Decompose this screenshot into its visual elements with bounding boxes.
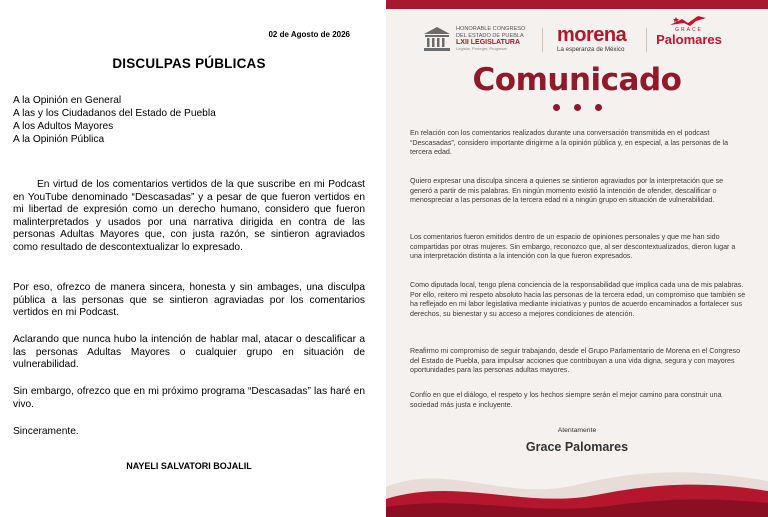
palomares-text: Palomares bbox=[656, 32, 722, 47]
morena-logo bbox=[557, 25, 626, 53]
comunicado-paragraph: Como diputada local, tengo plena conciencia de la responsabilidad que implica cada una de mis palabras. Por ello, reitero mi respeto absoluto hacia las personas de la tercera edad, un compromiso que también se ha reflejado en mi labor legislativa mediante iniciativas y puntos de acuerdo encaminados a fortalecer sus derechos, su bienestar y su acceso a mejores condiciones de atención. bbox=[410, 281, 746, 318]
letter-addressees bbox=[13, 94, 216, 146]
logo-divider bbox=[646, 28, 647, 52]
morena-wordmark: morena bbox=[557, 24, 627, 46]
comunicado-paragraph: Reafirmo mi compromiso de seguir trabajando, desde el Grupo Parlamentario de Morena en el Congreso del Estado de Puebla, para impulsar acciones que contribuyan a una vida digna, segura y con mayores oportunidades para las personas adultas mayores. bbox=[410, 347, 741, 375]
letter-date: 02 de Agosto de 2026 bbox=[268, 30, 350, 39]
letter-signature: NAYELI SALVATORI BOJALIL bbox=[126, 461, 252, 471]
comunicado-paragraph: Los comentarios fueron emitidos dentro de un espacio de opiniones personales y que me han sido compartidas por otras mujeres. Sin embargo, reconozco que, al ser descontextualizados, dieron lugar a una interpretación distinta a la intención con la que fueron expresados. bbox=[410, 233, 736, 261]
apology-letter bbox=[0, 0, 378, 517]
comunicado-document bbox=[386, 0, 768, 517]
addressee: A las y los Ciudadanos del Estado de Puebla bbox=[13, 108, 216, 119]
congreso-motto: Legislar, Proteger, Progresar bbox=[456, 46, 507, 52]
addressee: A los Adultos Mayores bbox=[13, 121, 114, 132]
letter-paragraph: Sin embargo, ofrezco que en mi próximo programa “Descasadas” las haré en vivo. bbox=[13, 386, 365, 410]
letter-paragraph: En virtud de los comentarios vertidos de la que suscribe en mi Podcast en YouTube denominado “Descasadas” y a pesar de que fueron vertidos en mi libertad de expresión como un derecho humano, considero que fueron malinterpretados y usados por una narrativa dirigida en contra de las personas Adultas Mayores que, con justa razón, se sintieron agraviados como resultado de descontextualizar lo expresado. bbox=[13, 179, 365, 253]
bottom-wave-decoration bbox=[386, 447, 768, 517]
comunicado-title: Comunicado bbox=[472, 62, 682, 98]
signer-name: Grace Palomares bbox=[525, 440, 629, 454]
comunicado-paragraph: En relación con los comentarios realizados durante una conversación transmitida en el podcast “Descasadas”, considero importante dirigirme a la opinión pública y, en especial, a las personas de la tercera edad. bbox=[410, 129, 729, 157]
letter-paragraph: Por eso, ofrezco de manera sincera, honesta y sin ambages, una disculpa pública a las personas que se sintieron agraviadas por los comentarios vertidos en mi Podcast. bbox=[13, 282, 365, 319]
logo-divider bbox=[542, 28, 543, 52]
comunicado-paragraph: Confío en que el diálogo, el respeto y los hechos siempre serán el mejor camino para construir una sociedad más justa e incluyente. bbox=[410, 391, 722, 409]
congreso-legislatura: LXII LEGISLATURA bbox=[456, 38, 521, 46]
comunicado-paragraph: Quiero expresar una disculpa sincera a quienes se sintieron agraviados por la interpretación que se generó a partir de mis palabras. En ningún momento existió la intención de ofender, descalificar o menospreciar a las personas de la tercera edad ni a ningún grupo en situación de vulnerabilidad. bbox=[410, 177, 724, 205]
congreso-line: DEL ESTADO DE PUEBLA bbox=[456, 32, 524, 39]
letter-title: DISCULPAS PÚBLICAS bbox=[112, 56, 266, 71]
addressee: A la Opinión en General bbox=[13, 95, 122, 106]
top-band bbox=[386, 0, 768, 9]
letter-paragraph: Aclarando que nunca hubo la intención de hablar mal, atacar o descalificar a las personas Adultas Mayores o cualquier grupo en situación de vulnerabilidad. bbox=[13, 334, 365, 371]
closing-text: Atentamente bbox=[557, 427, 597, 434]
title-dots bbox=[386, 98, 768, 116]
grace-palomares-logo bbox=[654, 17, 724, 46]
morena-slogan: La esperanza de México bbox=[557, 46, 625, 53]
dove-icon bbox=[668, 15, 708, 27]
grace-small-text: GRACE bbox=[675, 27, 703, 33]
congress-building-icon bbox=[422, 26, 452, 52]
letter-paragraph: Sinceramente. bbox=[13, 426, 79, 437]
congreso-logo bbox=[422, 26, 526, 57]
addressee: A la Opinión Pública bbox=[13, 134, 105, 145]
congreso-line: HONORABLE CONGRESO bbox=[456, 26, 526, 32]
